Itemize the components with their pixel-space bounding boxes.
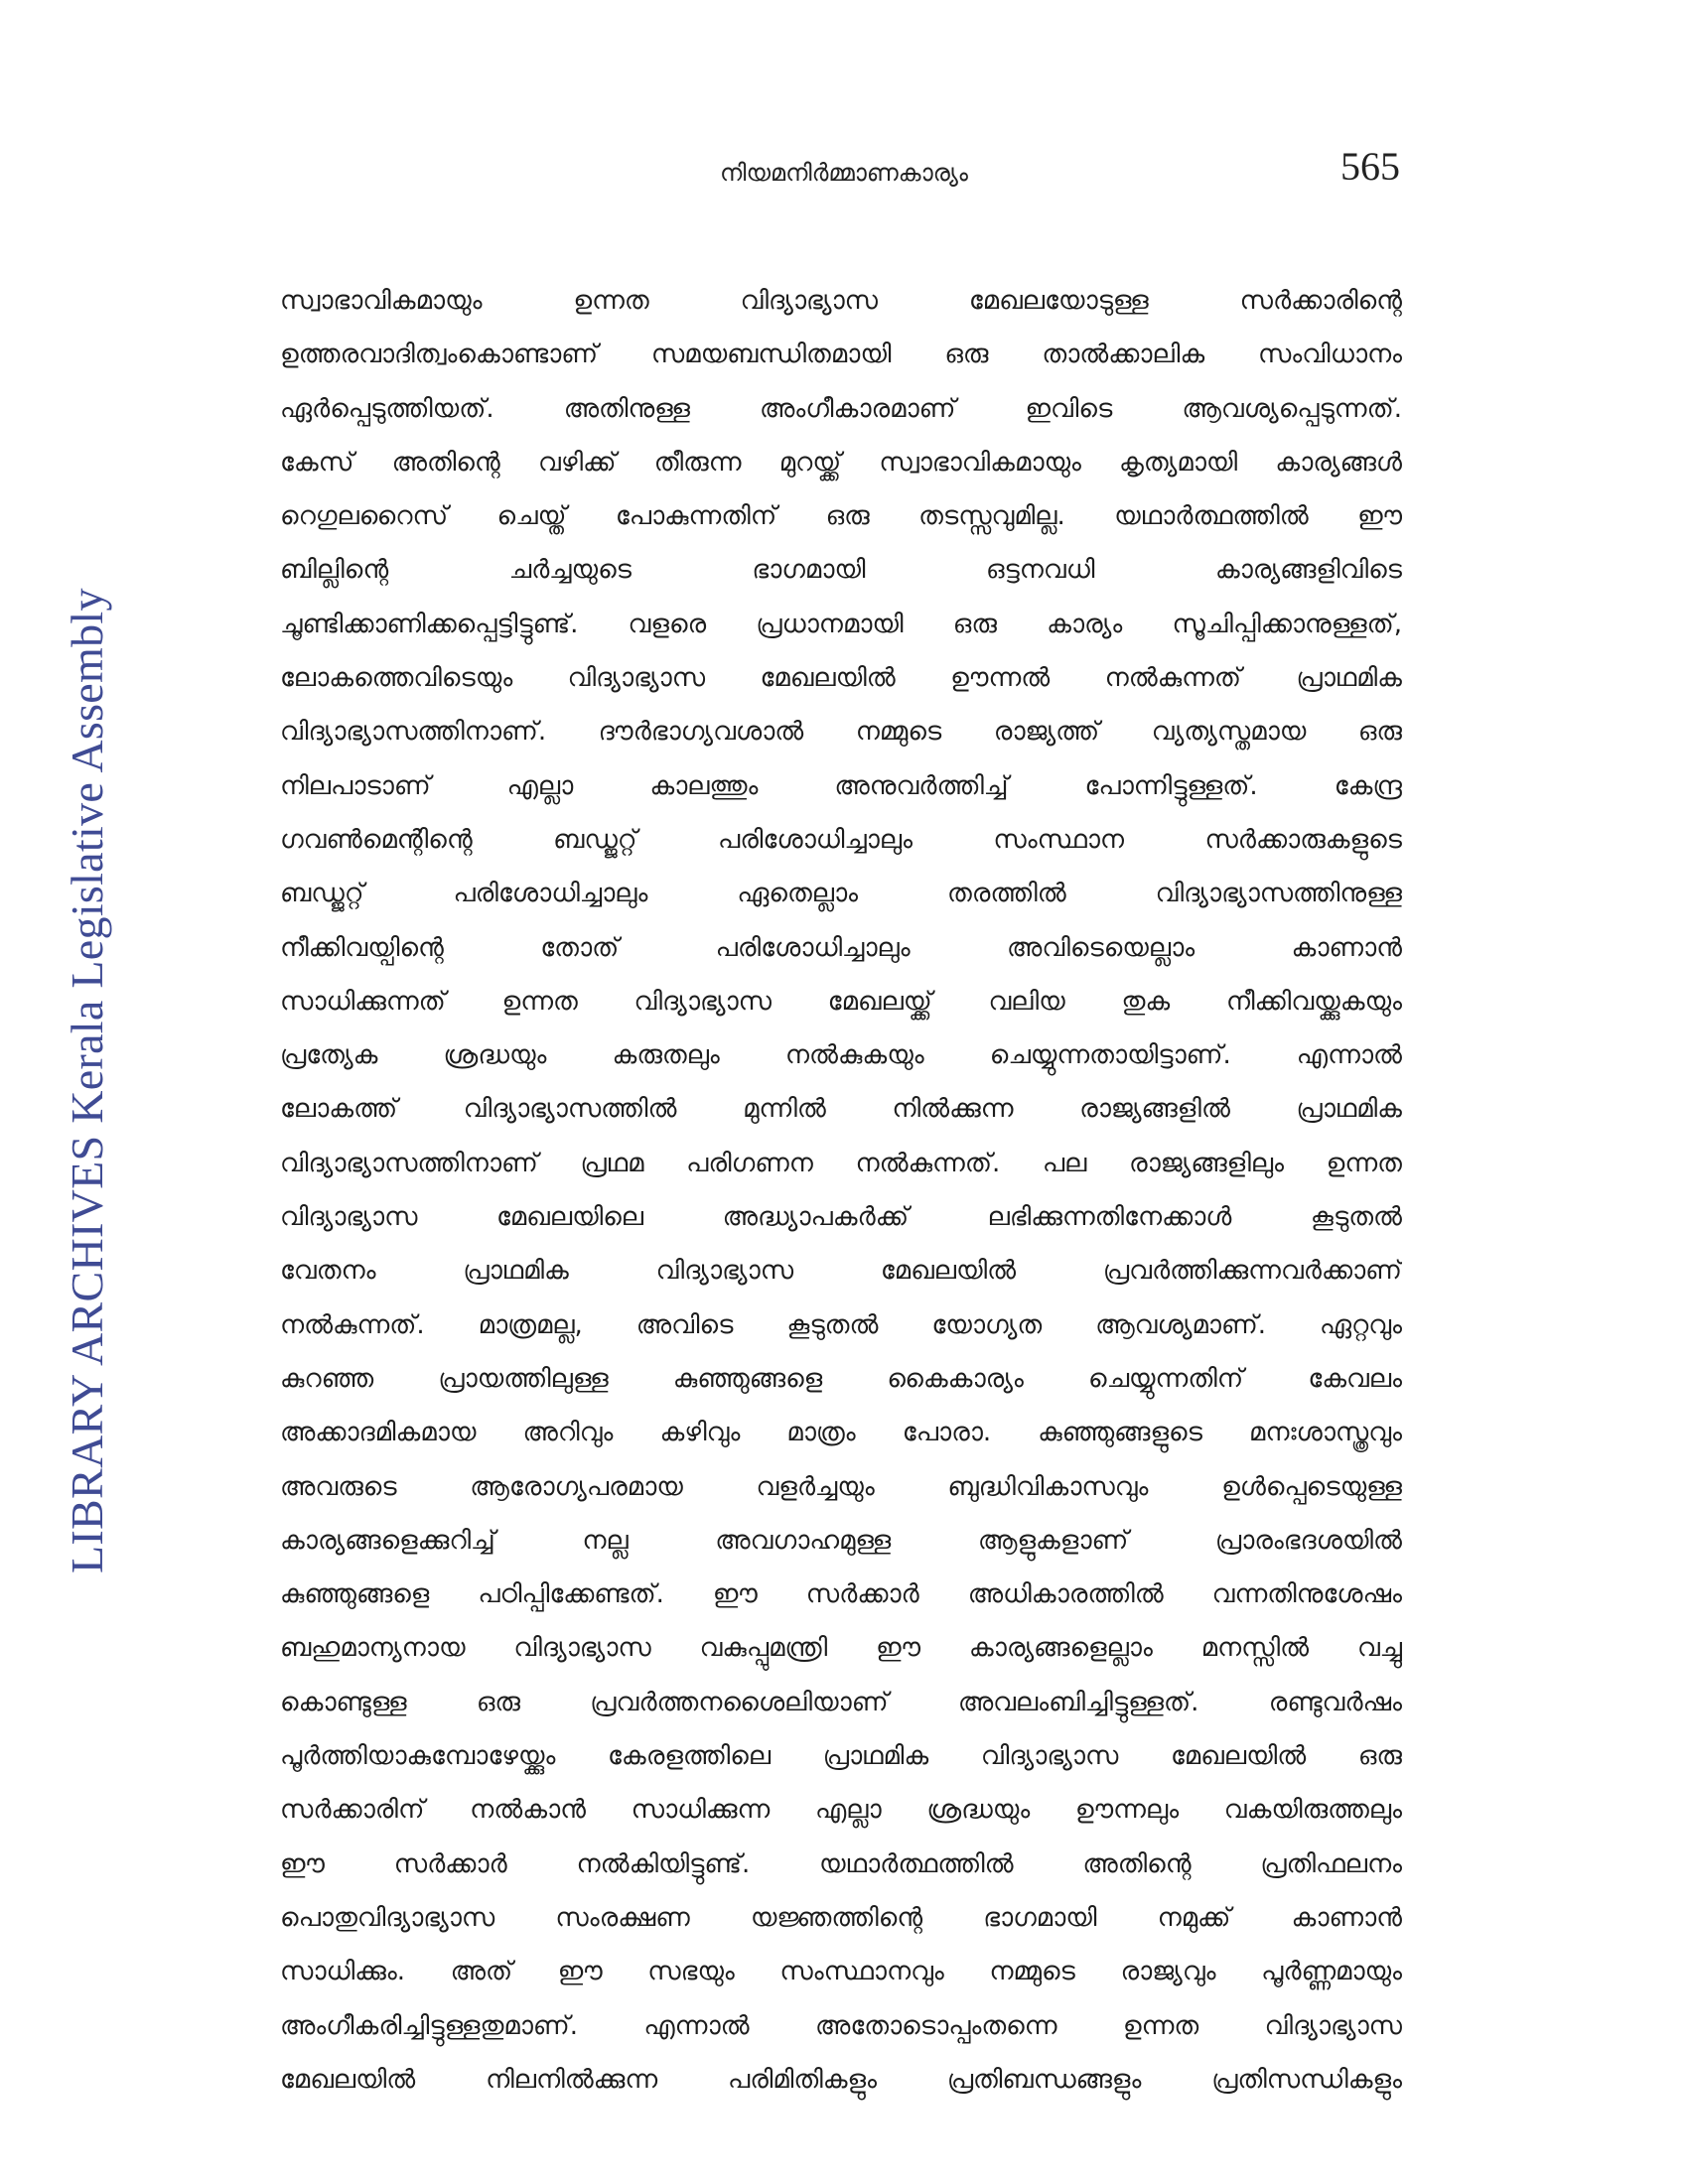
body-line: അക്കാദമികമായ അറിവും കഴിവും മാത്രം പോരാ. കുഞ്ഞുങ്ങളുടെ മനഃശാസ്ത്രവും bbox=[280, 1418, 1402, 1448]
body-line: ഉത്തരവാദിത്വംകൊണ്ടാണ് സമയബന്ധിതമായി ഒരു താൽക്കാലിക സംവിധാനം bbox=[280, 340, 1402, 370]
body-line: കാര്യങ്ങളെക്കുറിച്ച് നല്ല അവഗാഹമുള്ള ആളുകളാണ് പ്രാരംഭദശയിൽ bbox=[280, 1525, 1402, 1556]
body-line: നിലപാടാണ് എല്ലാ കാലത്തും അനുവർത്തിച്ച് പോന്നിട്ടുള്ളത്. കേന്ദ്ര bbox=[280, 770, 1402, 801]
body-line: ലോകത്തെവിടെയും വിദ്യാഭ്യാസ മേഖലയിൽ ഊന്നൽ നൽകുന്നത് പ്രാഥമിക bbox=[280, 663, 1402, 694]
body-line: അവരുടെ ആരോഗ്യപരമായ വളർച്ചയും ബുദ്ധിവികാസവും ഉൾപ്പെടെയുള്ള bbox=[280, 1471, 1402, 1502]
page-number: 565 bbox=[1340, 144, 1400, 189]
body-line: പൂർത്തിയാകുമ്പോഴേയ്ക്കും കേരളത്തിലെ പ്രാഥമിക വിദ്യാഭ്യാസ മേഖലയിൽ ഒരു bbox=[280, 1741, 1402, 1772]
body-line: നീക്കിവയ്പിന്റെ തോത് പരിശോധിച്ചാലും അവിടെയെല്ലാം കാണാൻ bbox=[280, 932, 1402, 963]
body-line: മേഖലയിൽ നിലനിൽക്കുന്ന പരിമിതികളും പ്രതിബന്ധങ്ങളും പ്രതിസന്ധികളും bbox=[280, 2064, 1402, 2095]
body-line: സ്വാഭാവികമായും ഉന്നത വിദ്യാഭ്യാസ മേഖലയോടുള്ള സർക്കാരിന്റെ bbox=[280, 286, 1402, 316]
body-line: വിദ്യാഭ്യാസ മേഖലയിലെ അദ്ധ്യാപകർക്ക് ലഭിക്കുന്നതിനേക്കാൾ കൂടുതൽ bbox=[280, 1202, 1402, 1233]
body-line: ഈ സർക്കാർ നൽകിയിട്ടുണ്ട്. യഥാർത്ഥത്തിൽ അതിന്റെ പ്രതിഫലനം bbox=[280, 1848, 1402, 1879]
body-text bbox=[280, 274, 1402, 2107]
body-line: പൊതുവിദ്യാഭ്യാസ സംരക്ഷണ യജ്ഞത്തിന്റെ ഭാഗമായി നമുക്ക് കാണാൻ bbox=[280, 1902, 1402, 1933]
body-line: സാധിക്കും. അത് ഈ സഭയും സംസ്ഥാനവും നമ്മുടെ രാജ്യവും പൂർണ്ണമായും bbox=[280, 1957, 1402, 1987]
body-line: വിദ്യാഭ്യാസത്തിനാണ്. ദൗർഭാഗ്യവശാൽ നമ്മുടെ രാജ്യത്ത് വ്യത്യസ്തമായ ഒരു bbox=[280, 717, 1402, 748]
running-header-title: നിയമനിർമ്മാണകാര്യം bbox=[720, 159, 968, 187]
body-line: കുഞ്ഞുങ്ങളെ പഠിപ്പിക്കേണ്ടത്. ഈ സർക്കാർ അധികാരത്തിൽ വന്നതിനുശേഷം bbox=[280, 1579, 1402, 1610]
body-line: പ്രത്യേക ശ്രദ്ധയും കരുതലും നൽകുകയും ചെയ്യുന്നതായിട്ടാണ്. എന്നാൽ bbox=[280, 1040, 1402, 1071]
body-line: ബഡ്ജറ്റ് പരിശോധിച്ചാലും ഏതെല്ലാം തരത്തിൽ വിദ്യാഭ്യാസത്തിനുള്ള bbox=[280, 879, 1402, 909]
body-line: നൽകുന്നത്. മാത്രമല്ല, അവിടെ കൂടുതൽ യോഗ്യത ആവശ്യമാണ്. ഏറ്റവും bbox=[280, 1309, 1402, 1340]
body-line: ബഹുമാന്യനായ വിദ്യാഭ്യാസ വകുപ്പുമന്ത്രി ഈ കാര്യങ്ങളെല്ലാം മനസ്സിൽ വച്ചു bbox=[280, 1633, 1402, 1664]
body-line: സാധിക്കുന്നത് ഉന്നത വിദ്യാഭ്യാസ മേഖലയ്ക്ക് വലിയ തുക നീക്കിവയ്ക്കുകയും bbox=[280, 986, 1402, 1017]
body-line: ചൂണ്ടിക്കാണിക്കപ്പെട്ടിട്ടുണ്ട്. വളരെ പ്രധാനമായി ഒരു കാര്യം സൂചിപ്പിക്കാനുള്ളത്, bbox=[280, 609, 1402, 639]
body-line: കുറഞ്ഞ പ്രായത്തിലുള്ള കുഞ്ഞുങ്ങളെ കൈകാര്യം ചെയ്യുന്നതിന് കേവലം bbox=[280, 1363, 1402, 1394]
body-line: റെഗുലറൈസ് ചെയ്ത് പോകുന്നതിന് ഒരു തടസ്സവുമില്ല. യഥാർത്ഥത്തിൽ ഈ bbox=[280, 501, 1402, 532]
body-line: കേസ് അതിന്റെ വഴിക്ക് തീരുന്ന മുറയ്ക്ക് സ്വാഭാവികമായും കൃത്യമായി കാര്യങ്ങൾ bbox=[280, 447, 1402, 478]
body-line: ഏർപ്പെടുത്തിയത്. അതിനുള്ള അംഗീകാരമാണ് ഇവിടെ ആവശ്യപ്പെടുന്നത്. bbox=[280, 393, 1402, 424]
body-line: അംഗീകരിച്ചിട്ടുള്ളതുമാണ്. എന്നാൽ അതോടൊപ്പംതന്നെ ഉന്നത വിദ്യാഭ്യാസ bbox=[280, 2010, 1402, 2041]
body-line: ഗവൺമെന്റിന്റെ ബഡ്ജറ്റ് പരിശോധിച്ചാലും സംസ്ഥാന സർക്കാരുകളുടെ bbox=[280, 824, 1402, 855]
body-line: കൊണ്ടുള്ള ഒരു പ്രവർത്തനശൈലിയാണ് അവലംബിച്ചിട്ടുള്ളത്. രണ്ടുവർഷം bbox=[280, 1687, 1402, 1717]
library-archives-watermark: LIBRARY ARCHIVES Kerala Legislative Assembly bbox=[62, 588, 112, 1573]
body-line: വേതനം പ്രാഥമിക വിദ്യാഭ്യാസ മേഖലയിൽ പ്രവർത്തിക്കുന്നവർക്കാണ് bbox=[280, 1256, 1402, 1287]
body-line: ലോകത്ത് വിദ്യാഭ്യാസത്തിൽ മുന്നിൽ നിൽക്കുന്ന രാജ്യങ്ങളിൽ പ്രാഥമിക bbox=[280, 1094, 1402, 1125]
body-line: സർക്കാരിന് നൽകാൻ സാധിക്കുന്ന എല്ലാ ശ്രദ്ധയും ഊന്നലും വകയിരുത്തലും bbox=[280, 1795, 1402, 1826]
body-line: വിദ്യാഭ്യാസത്തിനാണ് പ്രഥമ പരിഗണന നൽകുന്നത്. പല രാജ്യങ്ങളിലും ഉന്നത bbox=[280, 1148, 1402, 1178]
body-line: ബില്ലിന്റെ ചർച്ചയുടെ ഭാഗമായി ഒട്ടനവധി കാര്യങ്ങളിവിടെ bbox=[280, 555, 1402, 586]
